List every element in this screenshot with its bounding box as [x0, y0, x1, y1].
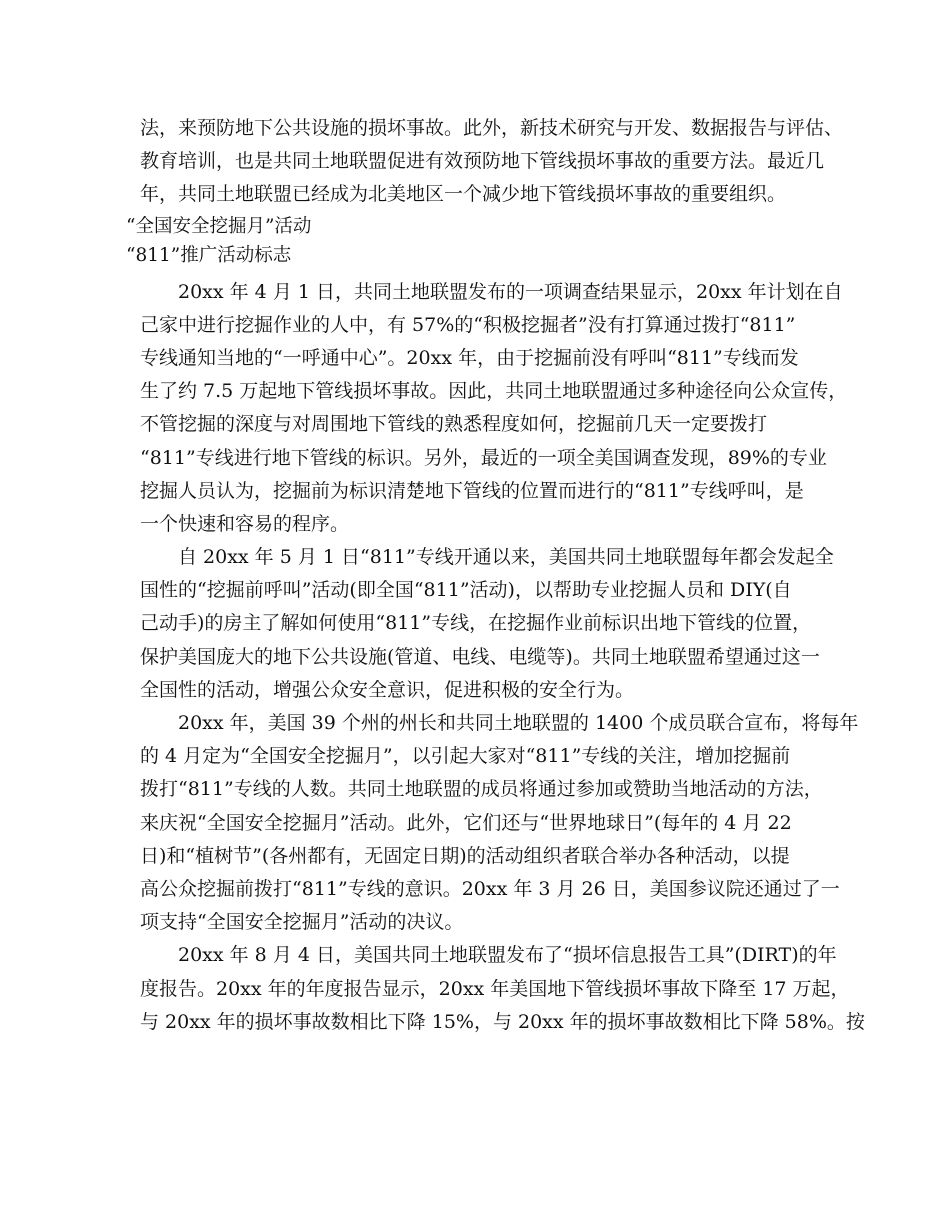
text-line: 项支持“全国安全挖掘月”活动的决议。 — [140, 911, 464, 934]
text-line: 20xx 年 4 月 1 日，共同土地联盟发布的一项调查结果显示，20xx 年计划在自 — [178, 280, 843, 303]
text-line: 来庆祝“全国安全挖掘月”活动。此外，它们还与“世界地球日”(每年的 4 月 22 — [140, 811, 792, 834]
text-line: 一个快速和容易的程序。 — [140, 512, 350, 535]
text-line: 拨打“811”专线的人数。共同土地联盟的成员将通过参加或赞助当地活动的方法， — [140, 778, 823, 801]
paragraph-continuation — [140, 112, 844, 212]
text-line: 自 20xx 年 5 月 1 日“811”专线开通以来，美国共同土地联盟每年都会发起全 — [178, 546, 834, 569]
text-line: 年，共同土地联盟已经成为北美地区一个减少地下管线损坏事故的重要组织。 — [140, 183, 787, 206]
text-line: 生了约 7.5 万起地下管线损坏事故。因此，共同土地联盟通过多种途径向公众宣传， — [140, 380, 848, 403]
text-line: 不管挖掘的深度与对周围地下管线的熟悉程度如何，挖掘前几天一定要拨打 — [140, 413, 768, 436]
text-line: 己家中进行挖掘作业的人中，有 57%的“积极挖掘者”没有打算通过拨打“811” — [140, 313, 796, 336]
text-line: 己动手)的房主了解如何使用“811”专线，在挖掘作业前标识出地下管线的位置， — [140, 612, 812, 635]
section-heading: “全国安全挖掘月”活动 — [126, 215, 312, 237]
text-line: 的 4 月定为“全国安全挖掘月”，以引起大家对“811”专线的关注，增加挖掘前 — [140, 745, 791, 768]
text-line: 度报告。20xx 年的年度报告显示，20xx 年美国地下管线损坏事故下降至 17 万起， — [140, 977, 850, 1000]
text-line: 教育培训，也是共同土地联盟促进有效预防地下管线损坏事故的重要方法。最近几 — [140, 150, 825, 173]
text-line: 专线通知当地的“一呼通中心”。20xx 年，由于挖掘前没有呼叫“811”专线而发 — [140, 346, 799, 369]
text-line: 与 20xx 年的损坏事故数相比下降 15%，与 20xx 年的损坏事故数相比下降 58%。按 — [140, 1010, 865, 1033]
document-body — [126, 112, 865, 1039]
text-line: 日)和“植树节”(各州都有，无固定日期)的活动组织者联合举办各种活动，以提 — [140, 844, 790, 867]
paragraph — [140, 707, 859, 939]
paragraph — [140, 541, 834, 707]
text-line: 保护美国庞大的地下公共设施(管道、电线、电缆等)。共同土地联盟希望通过这一 — [140, 645, 820, 668]
paragraph — [140, 276, 848, 542]
paragraph — [140, 939, 865, 1039]
text-line: 全国性的活动，增强公众安全意识，促进积极的安全行为。 — [140, 678, 635, 701]
caption-heading: “811”推广活动标志 — [126, 244, 292, 266]
text-line: 20xx 年 8 月 4 日，美国共同土地联盟发布了“损坏信息报告工具”(DIRT)的年 — [178, 944, 837, 967]
text-line: 法，来预防地下公共设施的损坏事故。此外，新技术研究与开发、数据报告与评估、 — [140, 117, 844, 139]
text-line: “811”专线进行地下管线的标识。另外，最近的一项全美国调查发现，89%的专业 — [140, 446, 827, 469]
text-line: 20xx 年，美国 39 个州的州长和共同土地联盟的 1400 个成员联合宣布，将每年 — [178, 712, 859, 734]
text-line: 高公众挖掘前拨打“811”专线的意识。20xx 年 3 月 26 日，美国参议院还通过了一 — [140, 877, 840, 900]
text-line: 国性的“挖掘前呼叫”活动(即全国“811”活动)，以帮助专业挖掘人员和 DIY(自 — [140, 579, 792, 602]
text-line: 挖掘人员认为，挖掘前为标识清楚地下管线的位置而进行的“811”专线呼叫，是 — [140, 479, 804, 502]
